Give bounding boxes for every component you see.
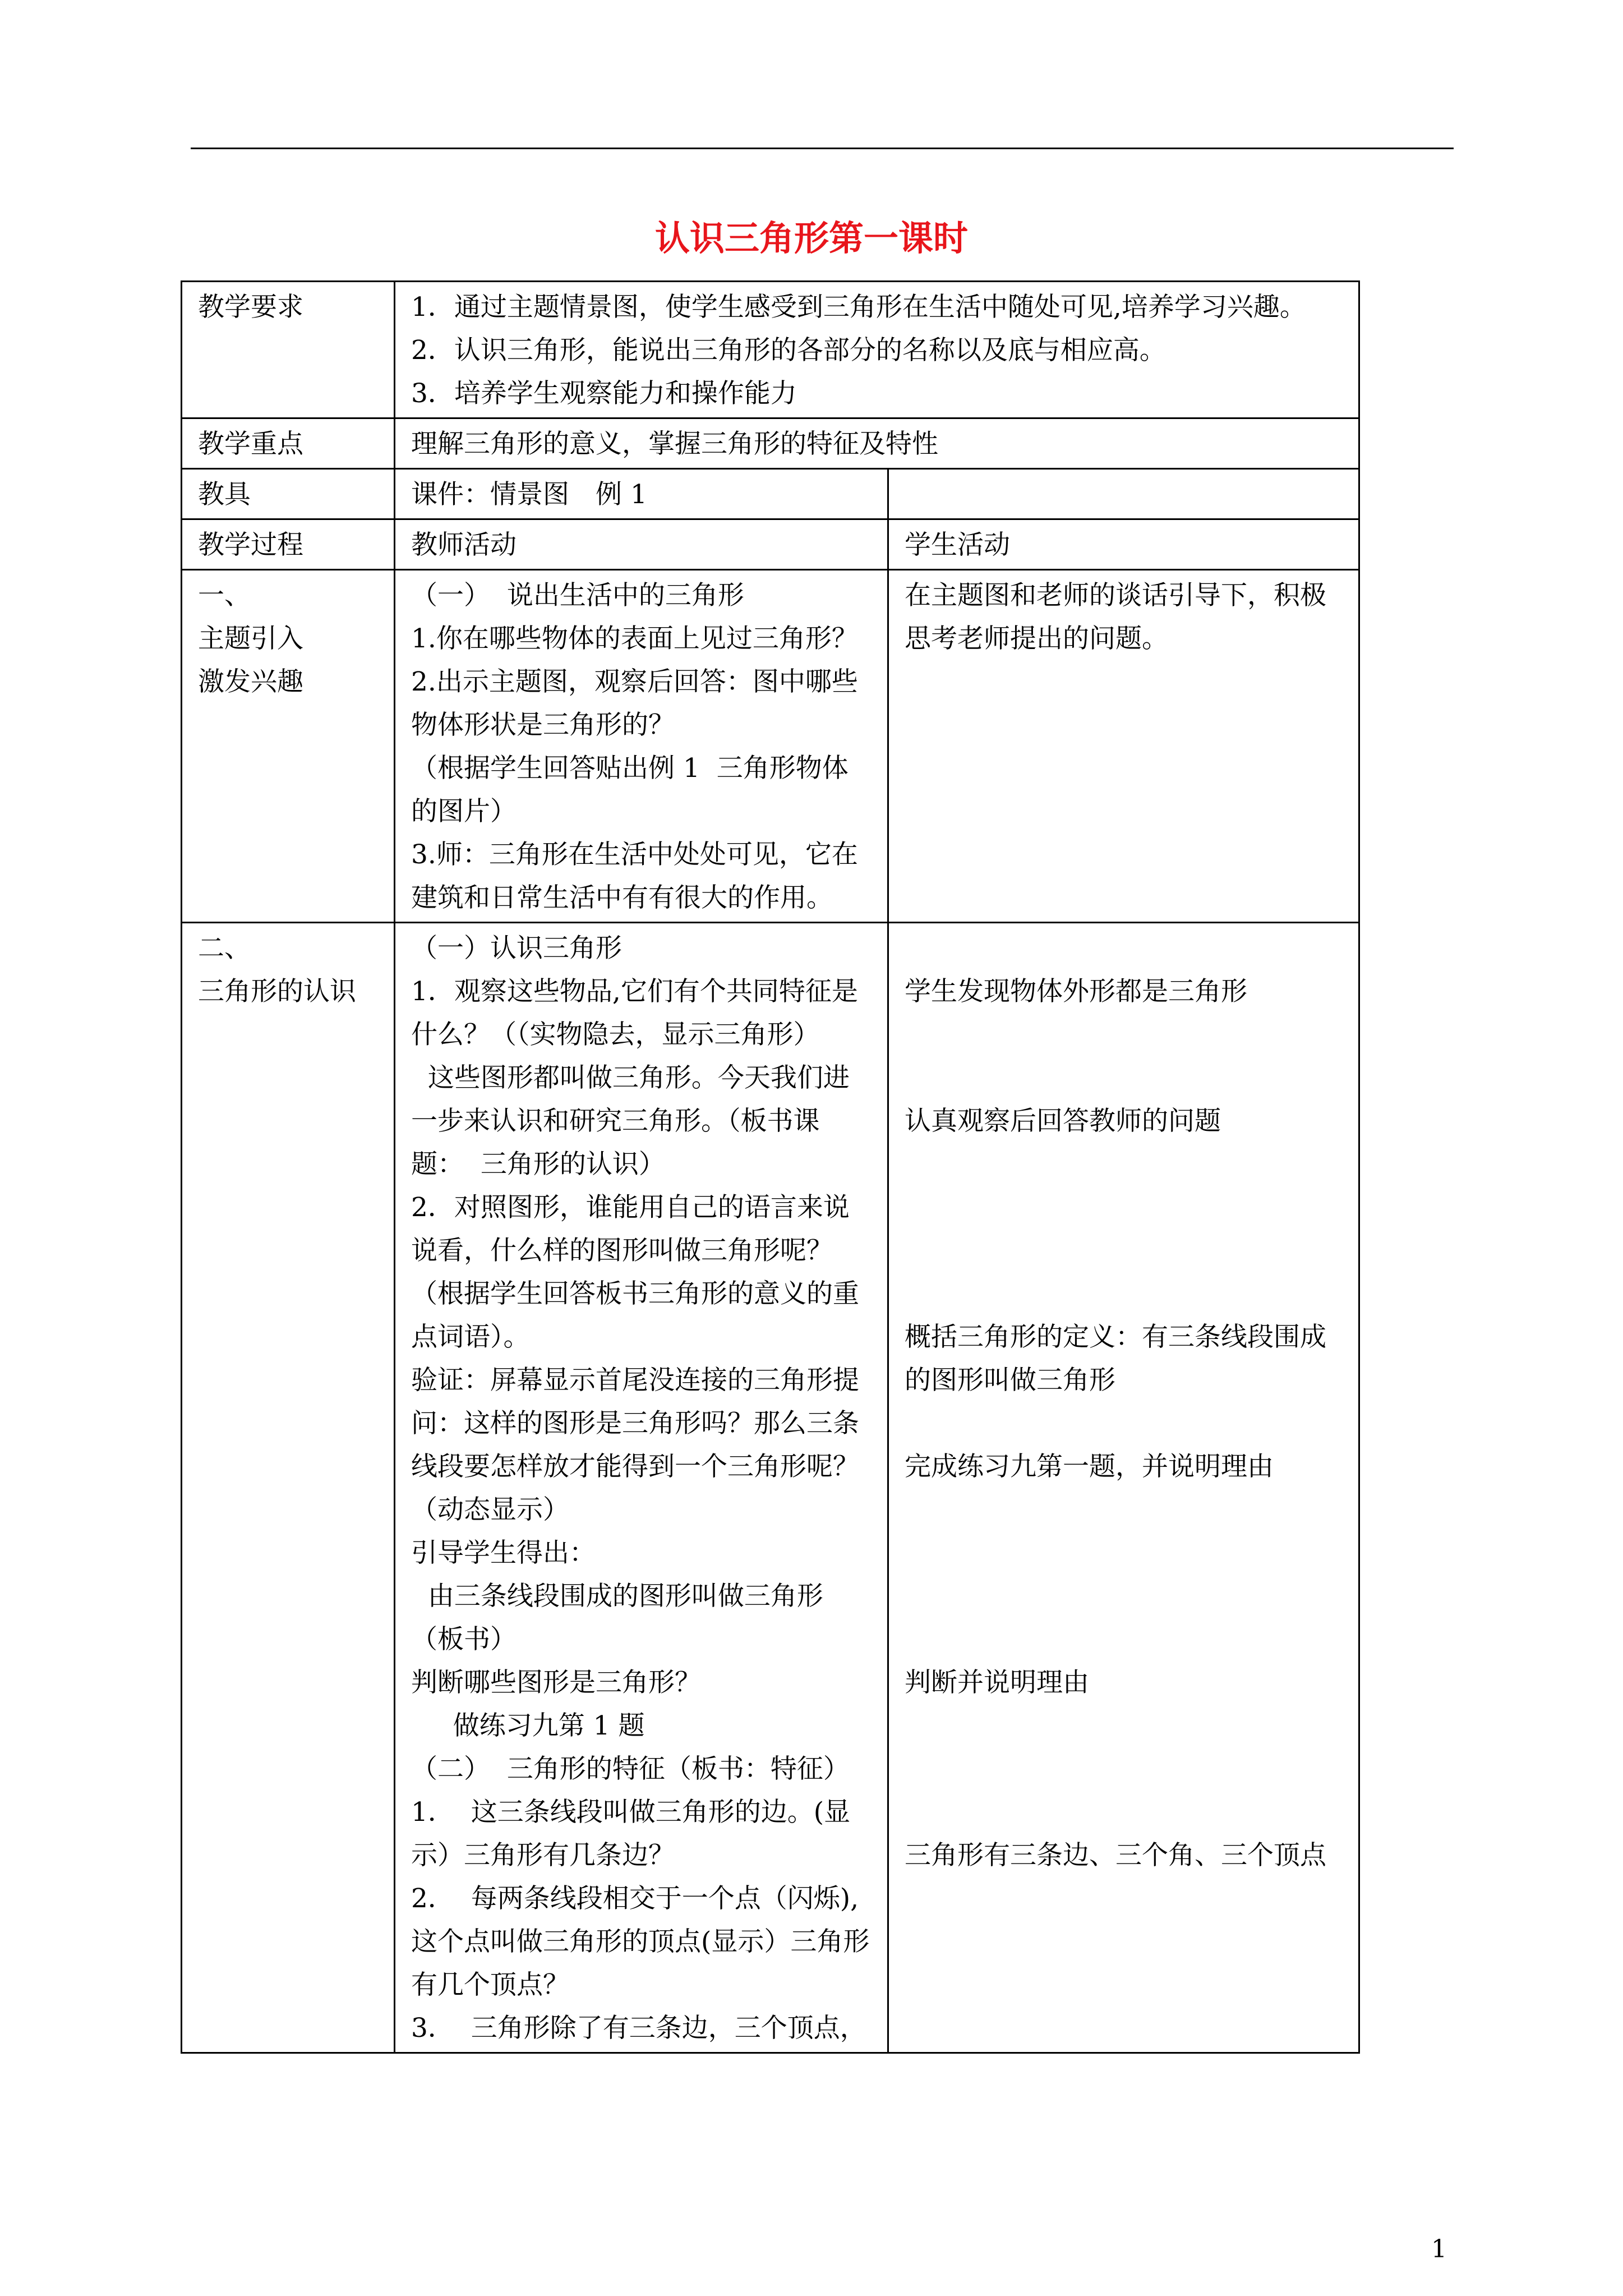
section-label-line: 二、 <box>198 933 251 964</box>
table-row-tools <box>182 469 1359 519</box>
teacher-activity-header: 教师活动 <box>395 519 888 570</box>
key-points-content: 理解三角形的意义，掌握三角形的特征及特性 <box>395 418 1359 469</box>
page-number: 1 <box>1431 2235 1447 2263</box>
student-line: 在主题图和老师的谈话引导下，积极思考老师提出的问题。 <box>905 580 1326 654</box>
table-row-requirements <box>182 282 1359 418</box>
teacher-line: （一） 说出生活中的三角形 <box>411 580 744 611</box>
spacer <box>905 1488 1343 1531</box>
teacher-line: 2．对照图形，谁能用自己的语言来说说看，什么样的图形叫做三角形呢？ <box>411 1192 850 1266</box>
student-line: 判断并说明理由 <box>905 1667 1089 1698</box>
student-line: 概括三角形的定义：有三条线段围成的图形叫做三角形 <box>905 1322 1326 1396</box>
section-label-line: 主题引入 <box>198 623 303 654</box>
spacer <box>905 1791 1343 1834</box>
tools-extra <box>888 469 1359 519</box>
row-label: 教具 <box>182 469 395 519</box>
teacher-line: 验证：屏幕显示首尾没连接的三角形提问：这样的图形是三角形吗？那么三条线段要怎样放才能得到一个三角形呢？ （动态显示） <box>411 1365 876 1525</box>
student-activity <box>888 570 1359 923</box>
teacher-line: （根据学生回答板书三角形的意义的重点词语）。 <box>411 1278 859 1352</box>
teacher-line: 1.你在哪些物体的表面上见过三角形？ <box>411 623 858 654</box>
teacher-line: 判断哪些图形是三角形？ <box>411 1667 701 1698</box>
table-row-section-2 <box>182 923 1359 2053</box>
table-row-key-points <box>182 418 1359 469</box>
section-label-line: 三角形的认识 <box>198 976 356 1007</box>
row-label: 教学过程 <box>182 519 395 570</box>
spacer <box>905 1013 1343 1056</box>
student-line: 完成练习九第一题，并说明理由 <box>905 1451 1274 1482</box>
teacher-line: 3.师：三角形在生活中处处可见，它在建筑和日常生活中有有很大的作用。 <box>411 839 858 913</box>
teacher-line: 1． 这三条线段叫做三角形的边。(显示）三角形有几条边？ <box>411 1797 851 1871</box>
document-title: 认识三角形第一课时 <box>654 218 968 259</box>
student-activity-header: 学生活动 <box>888 519 1359 570</box>
section-label-line: 激发兴趣 <box>198 666 303 697</box>
requirement-line: 2．认识三角形，能说出三角形的各部分的名称以及底与相应高。 <box>411 335 1166 366</box>
row-label: 教学要求 <box>182 282 395 418</box>
student-line: 学生发现物体外形都是三角形 <box>905 976 1247 1007</box>
spacer <box>905 1056 1343 1099</box>
spacer <box>905 1531 1343 1575</box>
teacher-line: 由三条线段围成的图形叫做三角形（板书） <box>411 1581 823 1655</box>
header-rule <box>191 148 1454 149</box>
section-label-line: 一、 <box>198 580 251 611</box>
requirement-line: 1．通过主题情景图，使学生感受到三角形在生活中随处可见,培养学习兴趣。 <box>411 292 1306 323</box>
student-activity <box>888 923 1359 2053</box>
spacer <box>905 1704 1343 1747</box>
spacer <box>905 1272 1343 1315</box>
student-line: 认真观察后回答教师的问题 <box>905 1106 1221 1137</box>
teacher-line: 3． 三角形除了有三条边，三个顶点， <box>411 2013 866 2044</box>
spacer <box>905 1575 1343 1618</box>
teacher-activity <box>395 570 888 923</box>
student-line: 三角形有三条边、三个角、三个顶点 <box>905 1840 1326 1871</box>
spacer <box>905 1402 1343 1445</box>
teacher-line: （二） 三角形的特征（板书：特征） <box>411 1754 850 1784</box>
lesson-plan-table <box>181 280 1360 2054</box>
spacer <box>905 1229 1343 1272</box>
row-label: 教学重点 <box>182 418 395 469</box>
teacher-line: 引导学生得出： <box>411 1538 596 1568</box>
table-row-section-1 <box>182 570 1359 923</box>
spacer <box>905 1618 1343 1661</box>
table-row-process-header <box>182 519 1359 570</box>
teacher-activity <box>395 923 888 2053</box>
teacher-line: 2． 每两条线段相交于一个点（闪烁),这个点叫做三角形的顶点(显示）三角形有几个顶点？ <box>411 1883 870 2000</box>
teacher-line: 1．观察这些物品,它们有个共同特征是什么？（（实物隐去，显示三角形） <box>411 976 858 1050</box>
spacer <box>905 1186 1343 1229</box>
teacher-line: （根据学生回答贴出例 1 三角形物体的图片） <box>411 753 849 827</box>
requirements-content <box>395 282 1359 418</box>
section-label <box>182 570 395 923</box>
spacer <box>905 1747 1343 1791</box>
teacher-line: 做练习九第 1 题 <box>411 1710 645 1741</box>
requirement-line: 3．培养学生观察能力和操作能力 <box>411 378 797 409</box>
spacer <box>905 1143 1343 1186</box>
teacher-line: 2.出示主题图，观察后回答：图中哪些物体形状是三角形的？ <box>411 666 858 740</box>
teacher-line: 这些图形都叫做三角形。今天我们进一步来认识和研究三角形。（板书课题： 三角形的认识） <box>411 1062 850 1180</box>
section-label <box>182 923 395 2053</box>
spacer <box>905 927 1343 970</box>
teacher-line: （一）认识三角形 <box>411 933 622 964</box>
tools-content: 课件：情景图 例 1 <box>395 469 888 519</box>
